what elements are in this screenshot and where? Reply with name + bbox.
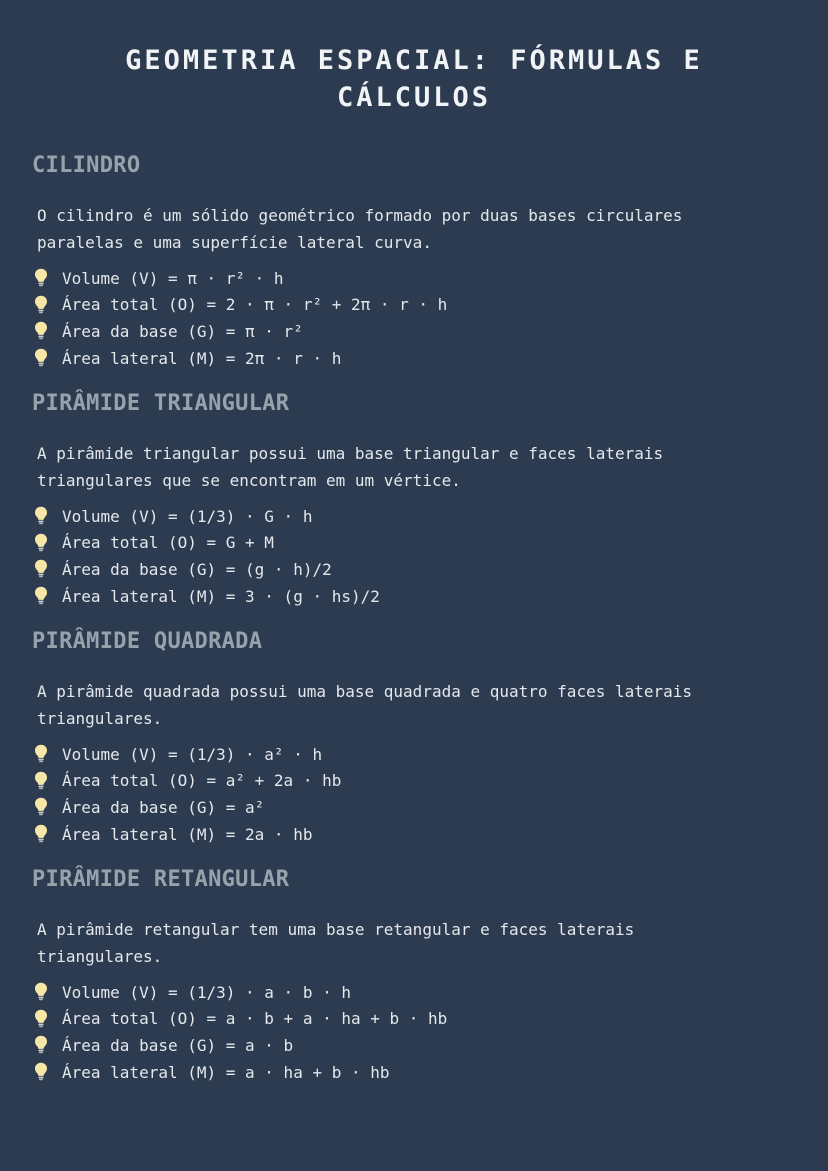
formula-text: Área da base (G) = π · r² xyxy=(62,321,303,341)
lightbulb-icon xyxy=(34,295,52,315)
formula-item xyxy=(32,583,802,610)
formula-item xyxy=(32,821,802,848)
formula-text: Volume (V) = (1/3) · a² · h xyxy=(62,744,323,764)
formula-item xyxy=(32,768,802,795)
lightbulb-icon xyxy=(34,1035,52,1055)
formula-item xyxy=(32,503,802,530)
lightbulb-icon xyxy=(34,506,52,526)
lightbulb-icon xyxy=(34,321,52,341)
section-piramide-triangular xyxy=(32,390,802,609)
lightbulb-icon xyxy=(34,797,52,817)
formula-list xyxy=(32,741,802,847)
formula-text: Área lateral (M) = 2π · r · h xyxy=(62,348,342,368)
lightbulb-icon xyxy=(34,824,52,844)
section-description: O cilindro é um sólido geométrico formado por duas bases circulares paralelas e uma superfície lateral curva. xyxy=(37,206,683,252)
formula-text: Área da base (G) = a · b xyxy=(62,1035,294,1055)
formula-text: Volume (V) = π · r² · h xyxy=(62,268,284,288)
lightbulb-icon xyxy=(34,744,52,764)
section-heading: CILINDRO xyxy=(32,153,141,178)
lightbulb-icon xyxy=(34,559,52,579)
section-description: A pirâmide triangular possui uma base triangular e faces laterais triangulares que se encontram em um vértice. xyxy=(37,444,664,490)
formula-list xyxy=(32,979,802,1085)
page-title: GEOMETRIA ESPACIAL: FÓRMULAS E CÁLCULOS xyxy=(125,45,703,113)
formula-text: Volume (V) = (1/3) · a · b · h xyxy=(62,982,351,1002)
formula-text: Área total (O) = a² + 2a · hb xyxy=(62,771,342,791)
formula-item xyxy=(32,741,802,768)
formula-item xyxy=(32,1059,802,1086)
formula-text: Área lateral (M) = a · ha + b · hb xyxy=(62,1062,390,1082)
formula-text: Área da base (G) = (g · h)/2 xyxy=(62,559,332,579)
section-heading: PIRÂMIDE TRIANGULAR xyxy=(32,391,290,416)
formula-text: Área lateral (M) = 3 · (g · hs)/2 xyxy=(62,586,380,606)
lightbulb-icon xyxy=(34,268,52,288)
formula-text: Área total (O) = a · b + a · ha + b · hb xyxy=(62,1009,448,1029)
formula-text: Área da base (G) = a² xyxy=(62,797,265,817)
section-piramide-retangular xyxy=(32,866,802,1085)
formula-text: Volume (V) = (1/3) · G · h xyxy=(62,506,313,526)
section-heading: PIRÂMIDE RETANGULAR xyxy=(32,867,290,892)
formula-item xyxy=(32,318,802,345)
lightbulb-icon xyxy=(34,586,52,606)
formula-item xyxy=(32,1006,802,1033)
formula-text: Área total (O) = 2 · π · r² + 2π · r · h xyxy=(62,295,448,315)
lightbulb-icon xyxy=(34,771,52,791)
formula-item xyxy=(32,979,802,1006)
formula-item xyxy=(32,345,802,372)
lightbulb-icon xyxy=(34,1062,52,1082)
formula-list xyxy=(32,503,802,609)
formula-text: Área lateral (M) = 2a · hb xyxy=(62,824,313,844)
lightbulb-icon xyxy=(34,982,52,1002)
lightbulb-icon xyxy=(34,1009,52,1029)
formula-item xyxy=(32,530,802,557)
formula-item xyxy=(32,794,802,821)
section-cilindro xyxy=(32,152,802,371)
formula-text: Área total (O) = G + M xyxy=(62,533,274,553)
lightbulb-icon xyxy=(34,533,52,553)
formula-item xyxy=(32,265,802,292)
formula-item xyxy=(32,1032,802,1059)
formula-item xyxy=(32,292,802,319)
section-heading: PIRÂMIDE QUADRADA xyxy=(32,629,263,654)
section-description: A pirâmide retangular tem uma base retangular e faces laterais triangulares. xyxy=(37,920,635,966)
section-piramide-quadrada xyxy=(32,628,802,847)
lightbulb-icon xyxy=(34,348,52,368)
formula-list xyxy=(32,265,802,371)
formula-item xyxy=(32,556,802,583)
section-description: A pirâmide quadrada possui uma base quadrada e quatro faces laterais triangulares. xyxy=(37,682,693,728)
